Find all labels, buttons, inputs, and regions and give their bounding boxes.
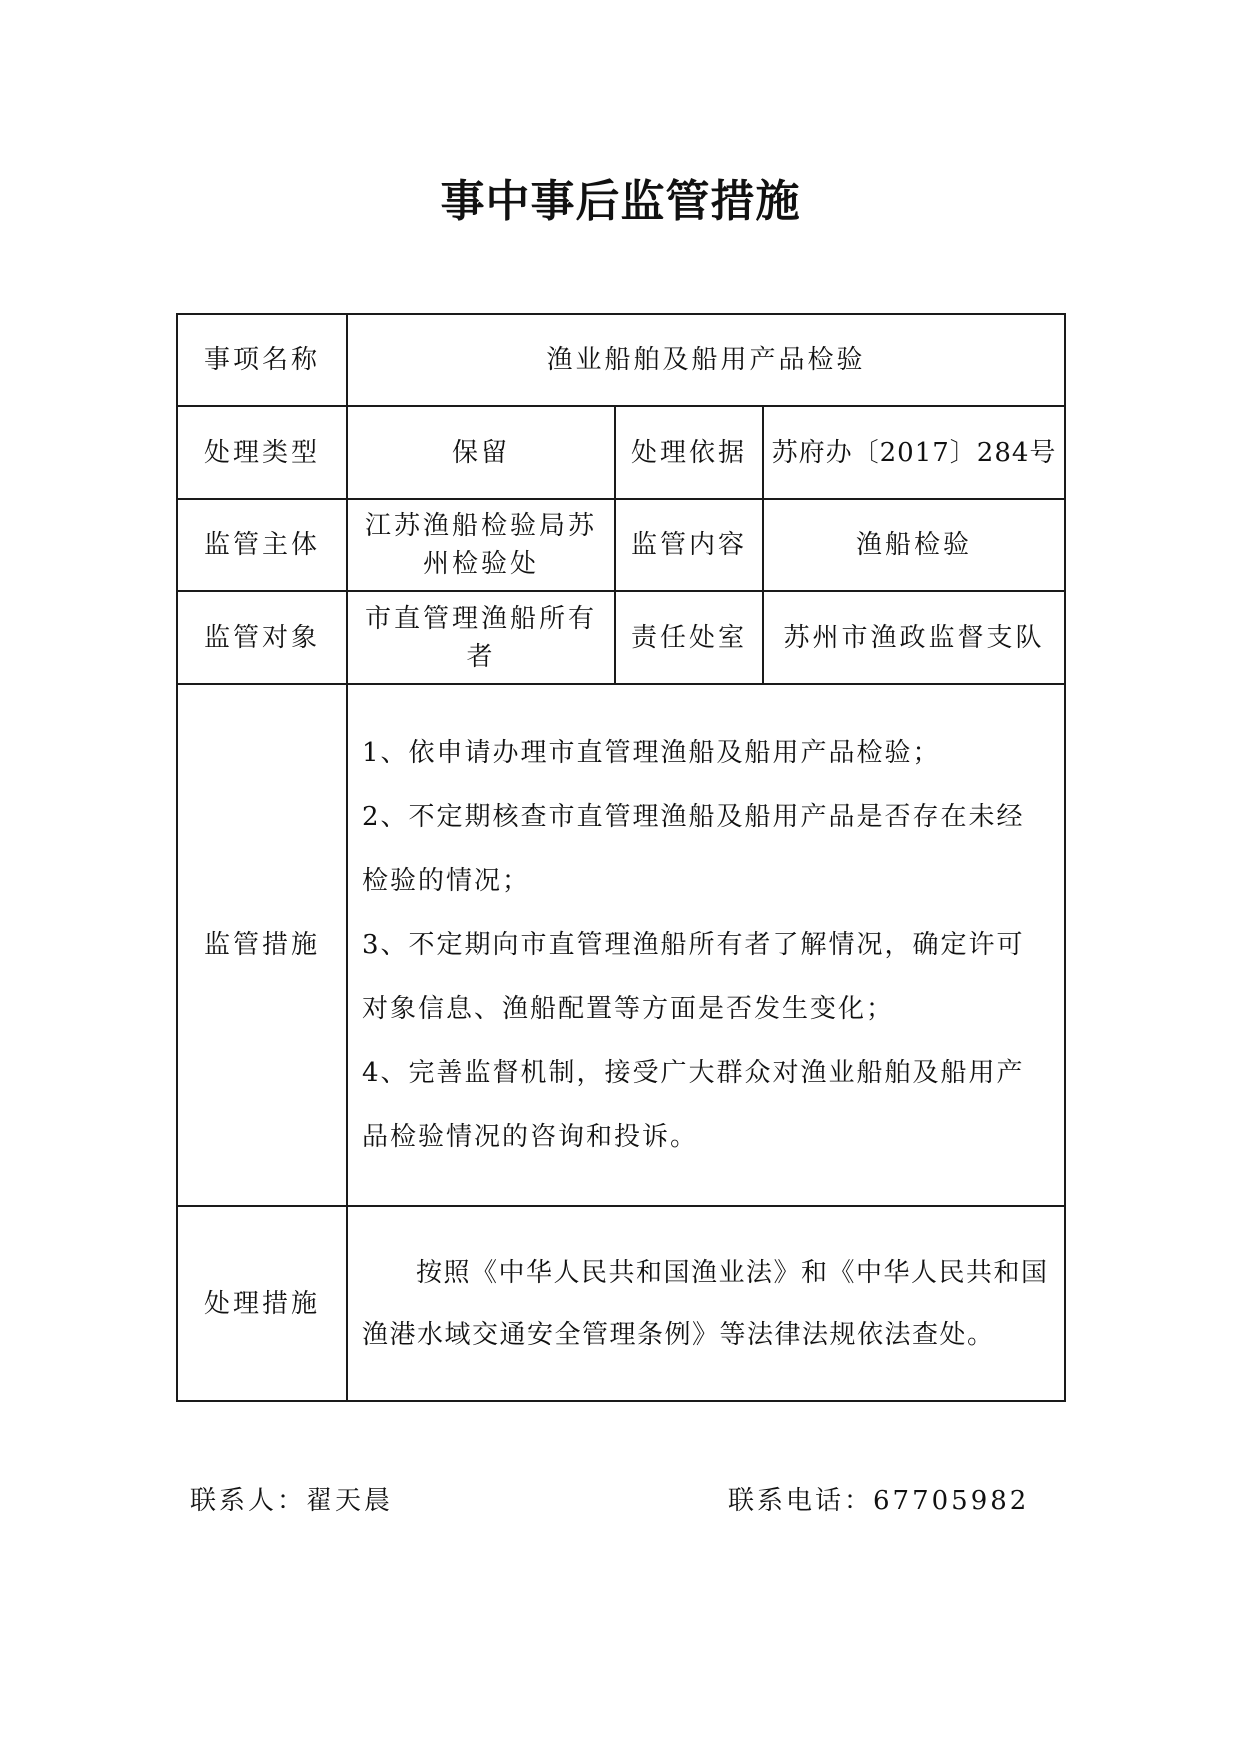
supervision-table <box>176 313 1066 1402</box>
item-name-label: 事项名称 <box>177 314 347 406</box>
supervisor-label: 监管主体 <box>177 499 347 591</box>
measure-item-1: 1、依申请办理市直管理渔船及船用产品检验； <box>362 738 941 768</box>
table-row-supervisor <box>177 499 1065 591</box>
dept-label: 责任处室 <box>615 591 763 684</box>
handling-type-label: 处理类型 <box>177 406 347 499</box>
contact-phone: 联系电话：67705982 <box>728 1486 1030 1516</box>
measure-item-4: 4、完善监督机制，接受广大群众对渔业船舶及船用产品检验情况的咨询和投诉。 <box>362 1058 1025 1152</box>
document-title: 事中事后监管措施 <box>440 176 801 227</box>
content-value: 渔船检验 <box>763 499 1065 591</box>
supervisor-value: 江苏渔船检验局苏州检验处 <box>347 499 615 591</box>
measures-list <box>347 684 1065 1206</box>
dept-value: 苏州市渔政监督支队 <box>763 591 1065 684</box>
object-label: 监管对象 <box>177 591 347 684</box>
handling-basis-label: 处理依据 <box>615 406 763 499</box>
handling-measures-cell <box>347 1206 1065 1401</box>
table-row-object <box>177 591 1065 684</box>
handling-measures-label: 处理措施 <box>177 1206 347 1401</box>
measure-item-2: 2、不定期核查市直管理渔船及船用产品是否存在未经检验的情况； <box>362 802 1025 896</box>
contact-person: 联系人：翟天晨 <box>190 1486 394 1516</box>
table-row-handling-type <box>177 406 1065 499</box>
item-name-value: 渔业船舶及船用产品检验 <box>347 314 1065 406</box>
table-row-measures <box>177 684 1065 1206</box>
handling-measures-value: 按照《中华人民共和国渔业法》和《中华人民共和国渔港水域交通安全管理条例》等法律法规依法查处。 <box>362 1257 1049 1350</box>
handling-basis-value: 苏府办〔2017〕284号 <box>763 406 1065 499</box>
table-row-handling-measures <box>177 1206 1065 1401</box>
handling-type-value: 保留 <box>347 406 615 499</box>
content-label: 监管内容 <box>615 499 763 591</box>
table-row-item-name <box>177 314 1065 406</box>
object-value: 市直管理渔船所有者 <box>347 591 615 684</box>
measures-label: 监管措施 <box>177 684 347 1206</box>
measure-item-3: 3、不定期向市直管理渔船所有者了解情况，确定许可对象信息、渔船配置等方面是否发生变化； <box>362 930 1025 1024</box>
